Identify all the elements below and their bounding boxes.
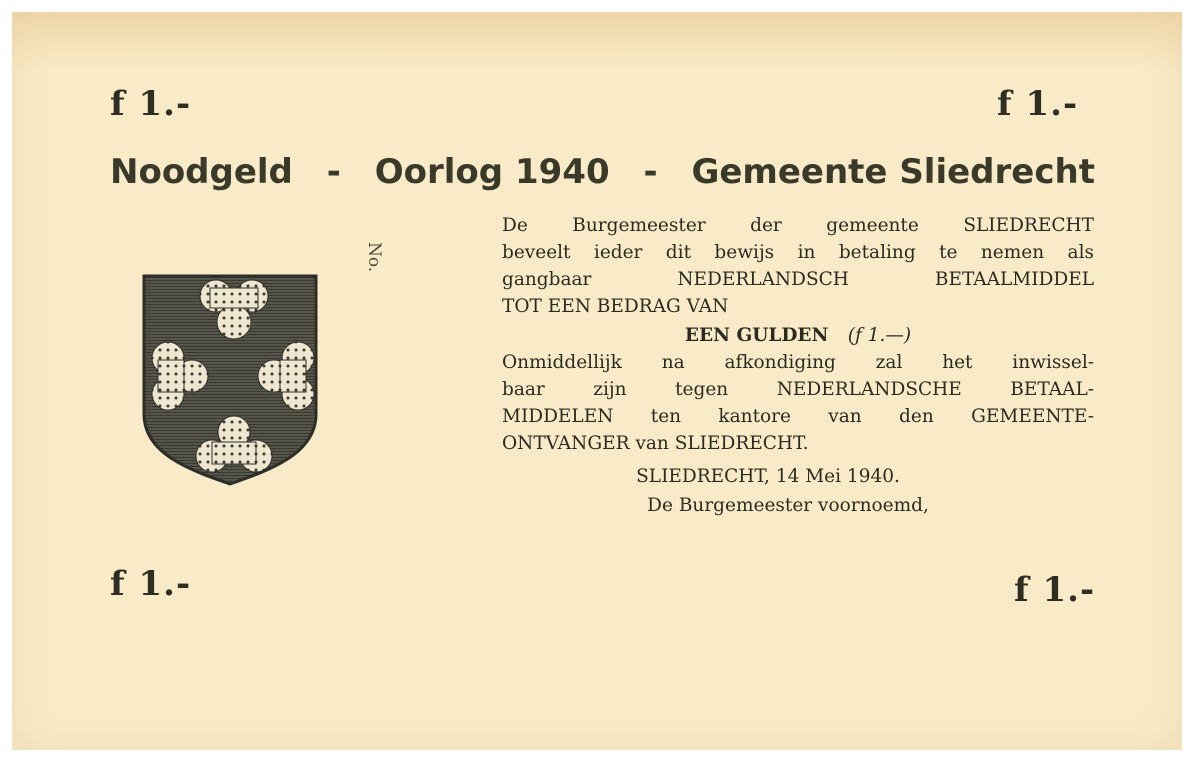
note-title (110, 152, 1095, 192)
banknote (12, 12, 1182, 750)
text-line: Onmiddellijk na afkondiging zal het inwissel- (502, 352, 1094, 373)
text-line: TOT EEN BEDRAG VAN (502, 296, 729, 317)
amount-words: EEN GULDEN (684, 325, 829, 346)
title-separator: - (643, 152, 658, 192)
title-noodgeld: Noodgeld (110, 152, 293, 192)
text-line: baar zijn tegen NEDERLANDSCHE BETAAL- (502, 379, 1094, 400)
text-line: ONTVANGER van SLIEDRECHT. (502, 433, 809, 454)
amount-line (502, 322, 1094, 349)
coat-of-arms-icon (140, 274, 320, 486)
text-line: MIDDELEN ten kantore van den GEMEENTE- (502, 406, 1094, 427)
issuance-paragraph (502, 212, 1094, 320)
text-line: gangbaar NEDERLANDSCH BETAALMIDDEL (502, 269, 1094, 290)
signature-line: De Burgemeester voornoemd, (647, 495, 929, 516)
date-line: SLIEDRECHT, 14 Mei 1940. (636, 466, 900, 487)
denomination-bottom-right: f 1.- (1014, 570, 1096, 610)
exchange-paragraph (502, 349, 1094, 457)
amount-figure: (ƒ 1.—) (847, 325, 912, 346)
denomination-bottom-left: f 1.- (110, 564, 192, 604)
note-text (502, 212, 1094, 519)
serial-number-label: No. (364, 242, 384, 273)
title-separator: - (326, 152, 341, 192)
denomination-top-right: f 1.- (997, 84, 1079, 124)
text-line: beveelt ieder dit bewijs in betaling te nemen als (502, 242, 1094, 263)
denomination-top-left: f 1.- (110, 84, 192, 124)
title-oorlog: Oorlog 1940 (374, 152, 610, 192)
text-line: De Burgemeester der gemeente SLIEDRECHT (502, 215, 1094, 236)
title-gemeente: Gemeente Sliedrecht (691, 152, 1095, 192)
